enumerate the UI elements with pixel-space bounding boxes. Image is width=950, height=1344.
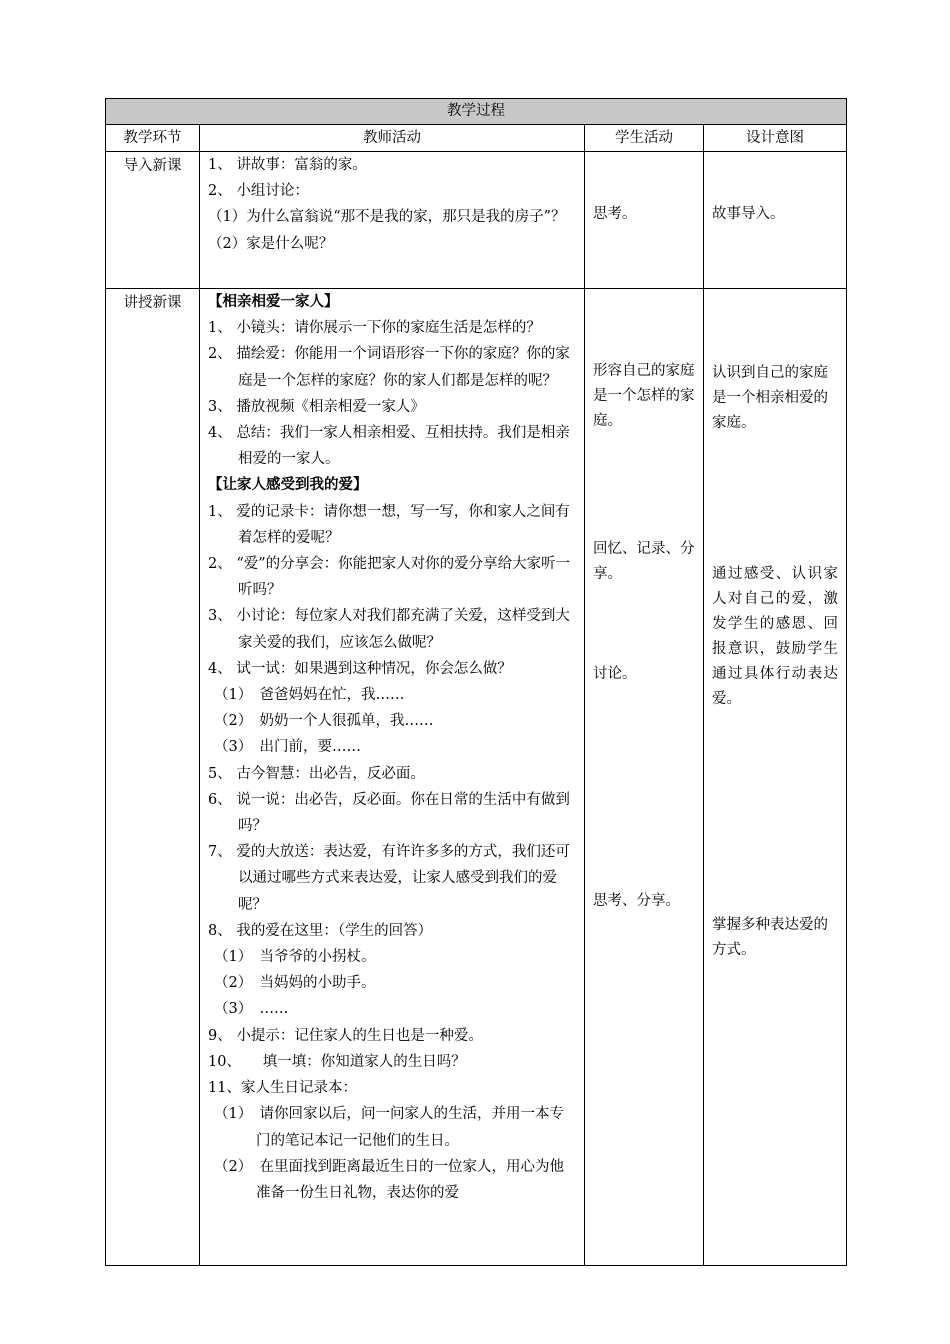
list-item: 2、 描绘爱：你能用一个词语形容一下你的家庭？你的家庭是一个怎样的家庭？你的家人们都是怎样的呢？: [208, 346, 570, 389]
student-main: [585, 289, 704, 1266]
intent-main: [704, 289, 847, 1266]
student-activity: 思考、分享。: [593, 893, 680, 909]
table-row: [106, 152, 847, 289]
segment-main: 讲授新课: [106, 289, 200, 1266]
segment-intro: 导入新课: [106, 152, 200, 289]
header-intent: 设计意图: [704, 125, 847, 152]
table-row: [106, 289, 847, 1266]
header-teacher: 教师活动: [200, 125, 585, 152]
list-item: 1、 小镜头：请你展示一下你的家庭生活是怎样的？: [208, 320, 541, 337]
list-item: （3） 出门前，要……: [214, 739, 361, 756]
list-item: 4、 试一试：如果遇到这种情况，你会怎么做？: [208, 660, 512, 677]
list-item: （1） 请你回家以后，问一问家人的生活，并用一本专门的笔记本记一记他们的生日。: [214, 1106, 564, 1149]
header-row: [106, 125, 847, 152]
list-item: （3） ……: [214, 1001, 289, 1018]
list-item: （2） 奶奶一个人很孤单，我……: [214, 713, 434, 730]
list-item: （1）为什么富翁说“那不是我的家，那只是我的房子”？: [208, 209, 566, 226]
list-item: （1） 当爷爷的小拐杖。: [214, 949, 376, 966]
list-item: 2、 小组讨论：: [208, 183, 309, 200]
design-intent: 通过感受、认识家人对自己的爱，激发学生的感恩、回报意识，鼓励学生通过具体行动表达爱。: [712, 566, 838, 707]
header-student: 学生活动: [585, 125, 704, 152]
list-item: 9、 小提示：记住家人的生日也是一种爱。: [208, 1027, 483, 1044]
header-segment: 教学环节: [106, 125, 200, 152]
list-item: 7、 爱的大放送：表达爱，有许许多多的方式，我们还可以通过哪些方式来表达爱，让家人感受到我们的爱呢？: [208, 844, 570, 913]
design-intent: 认识到自己的家庭是一个相亲相爱的家庭。: [712, 365, 828, 431]
student-activity: 回忆、记录、分享。: [593, 541, 695, 582]
section-title: 【相亲相爱一家人】: [208, 293, 339, 310]
student-activity: 思考。: [593, 206, 637, 222]
student-activity: 讨论。: [593, 666, 637, 682]
teacher-intro: [200, 152, 585, 289]
table-title: 教学过程: [106, 99, 847, 125]
list-item: （2） 当妈妈的小助手。: [214, 975, 376, 992]
list-item: 2、 “爱”的分享会：你能把家人对你的爱分享给大家听一听吗？: [208, 556, 571, 599]
list-item: 4、 总结：我们一家人相亲相爱、互相扶持。我们是相亲相爱的一家人。: [208, 425, 570, 468]
design-intent: 掌握多种表达爱的方式。: [712, 917, 828, 958]
list-item: 1、 爱的记录卡：请你想一想，写一写，你和家人之间有着怎样的爱呢？: [208, 503, 570, 546]
design-intent: 故事导入。: [712, 206, 785, 222]
list-item: 3、 小讨论：每位家人对我们都充满了关爱，这样受到大家关爱的我们，应该怎么做呢？: [208, 608, 570, 651]
teaching-process-table: [105, 98, 847, 1266]
list-item: （2） 在里面找到距离最近生日的一位家人，用心为他准备一份生日礼物，表达你的爱: [214, 1158, 564, 1201]
list-item: 1、 讲故事：富翁的家。: [208, 157, 367, 173]
teacher-main: [200, 289, 585, 1266]
intent-intro: [704, 152, 847, 289]
list-item: （2）家是什么呢？: [208, 235, 334, 252]
list-item: 8、 我的爱在这里：（学生的回答）: [208, 922, 433, 939]
list-item: 3、 播放视频《相亲相爱一家人》: [208, 398, 425, 415]
student-activity: 形容自己的家庭是一个怎样的家庭。: [593, 363, 695, 429]
list-item: 5、 古今智慧：出必告，反必面。: [208, 765, 425, 782]
student-intro: [585, 152, 704, 289]
list-item: 6、 说一说：出必告，反必面。你在日常的生活中有做到吗？: [208, 791, 570, 835]
list-item: 10、 填一填：你知道家人的生日吗？: [208, 1053, 466, 1070]
section-title: 【让家人感受到我的爱】: [208, 476, 368, 494]
list-item: 11、家人生日记录本：: [208, 1080, 357, 1097]
list-item: （1） 爸爸妈妈在忙，我……: [214, 687, 405, 704]
